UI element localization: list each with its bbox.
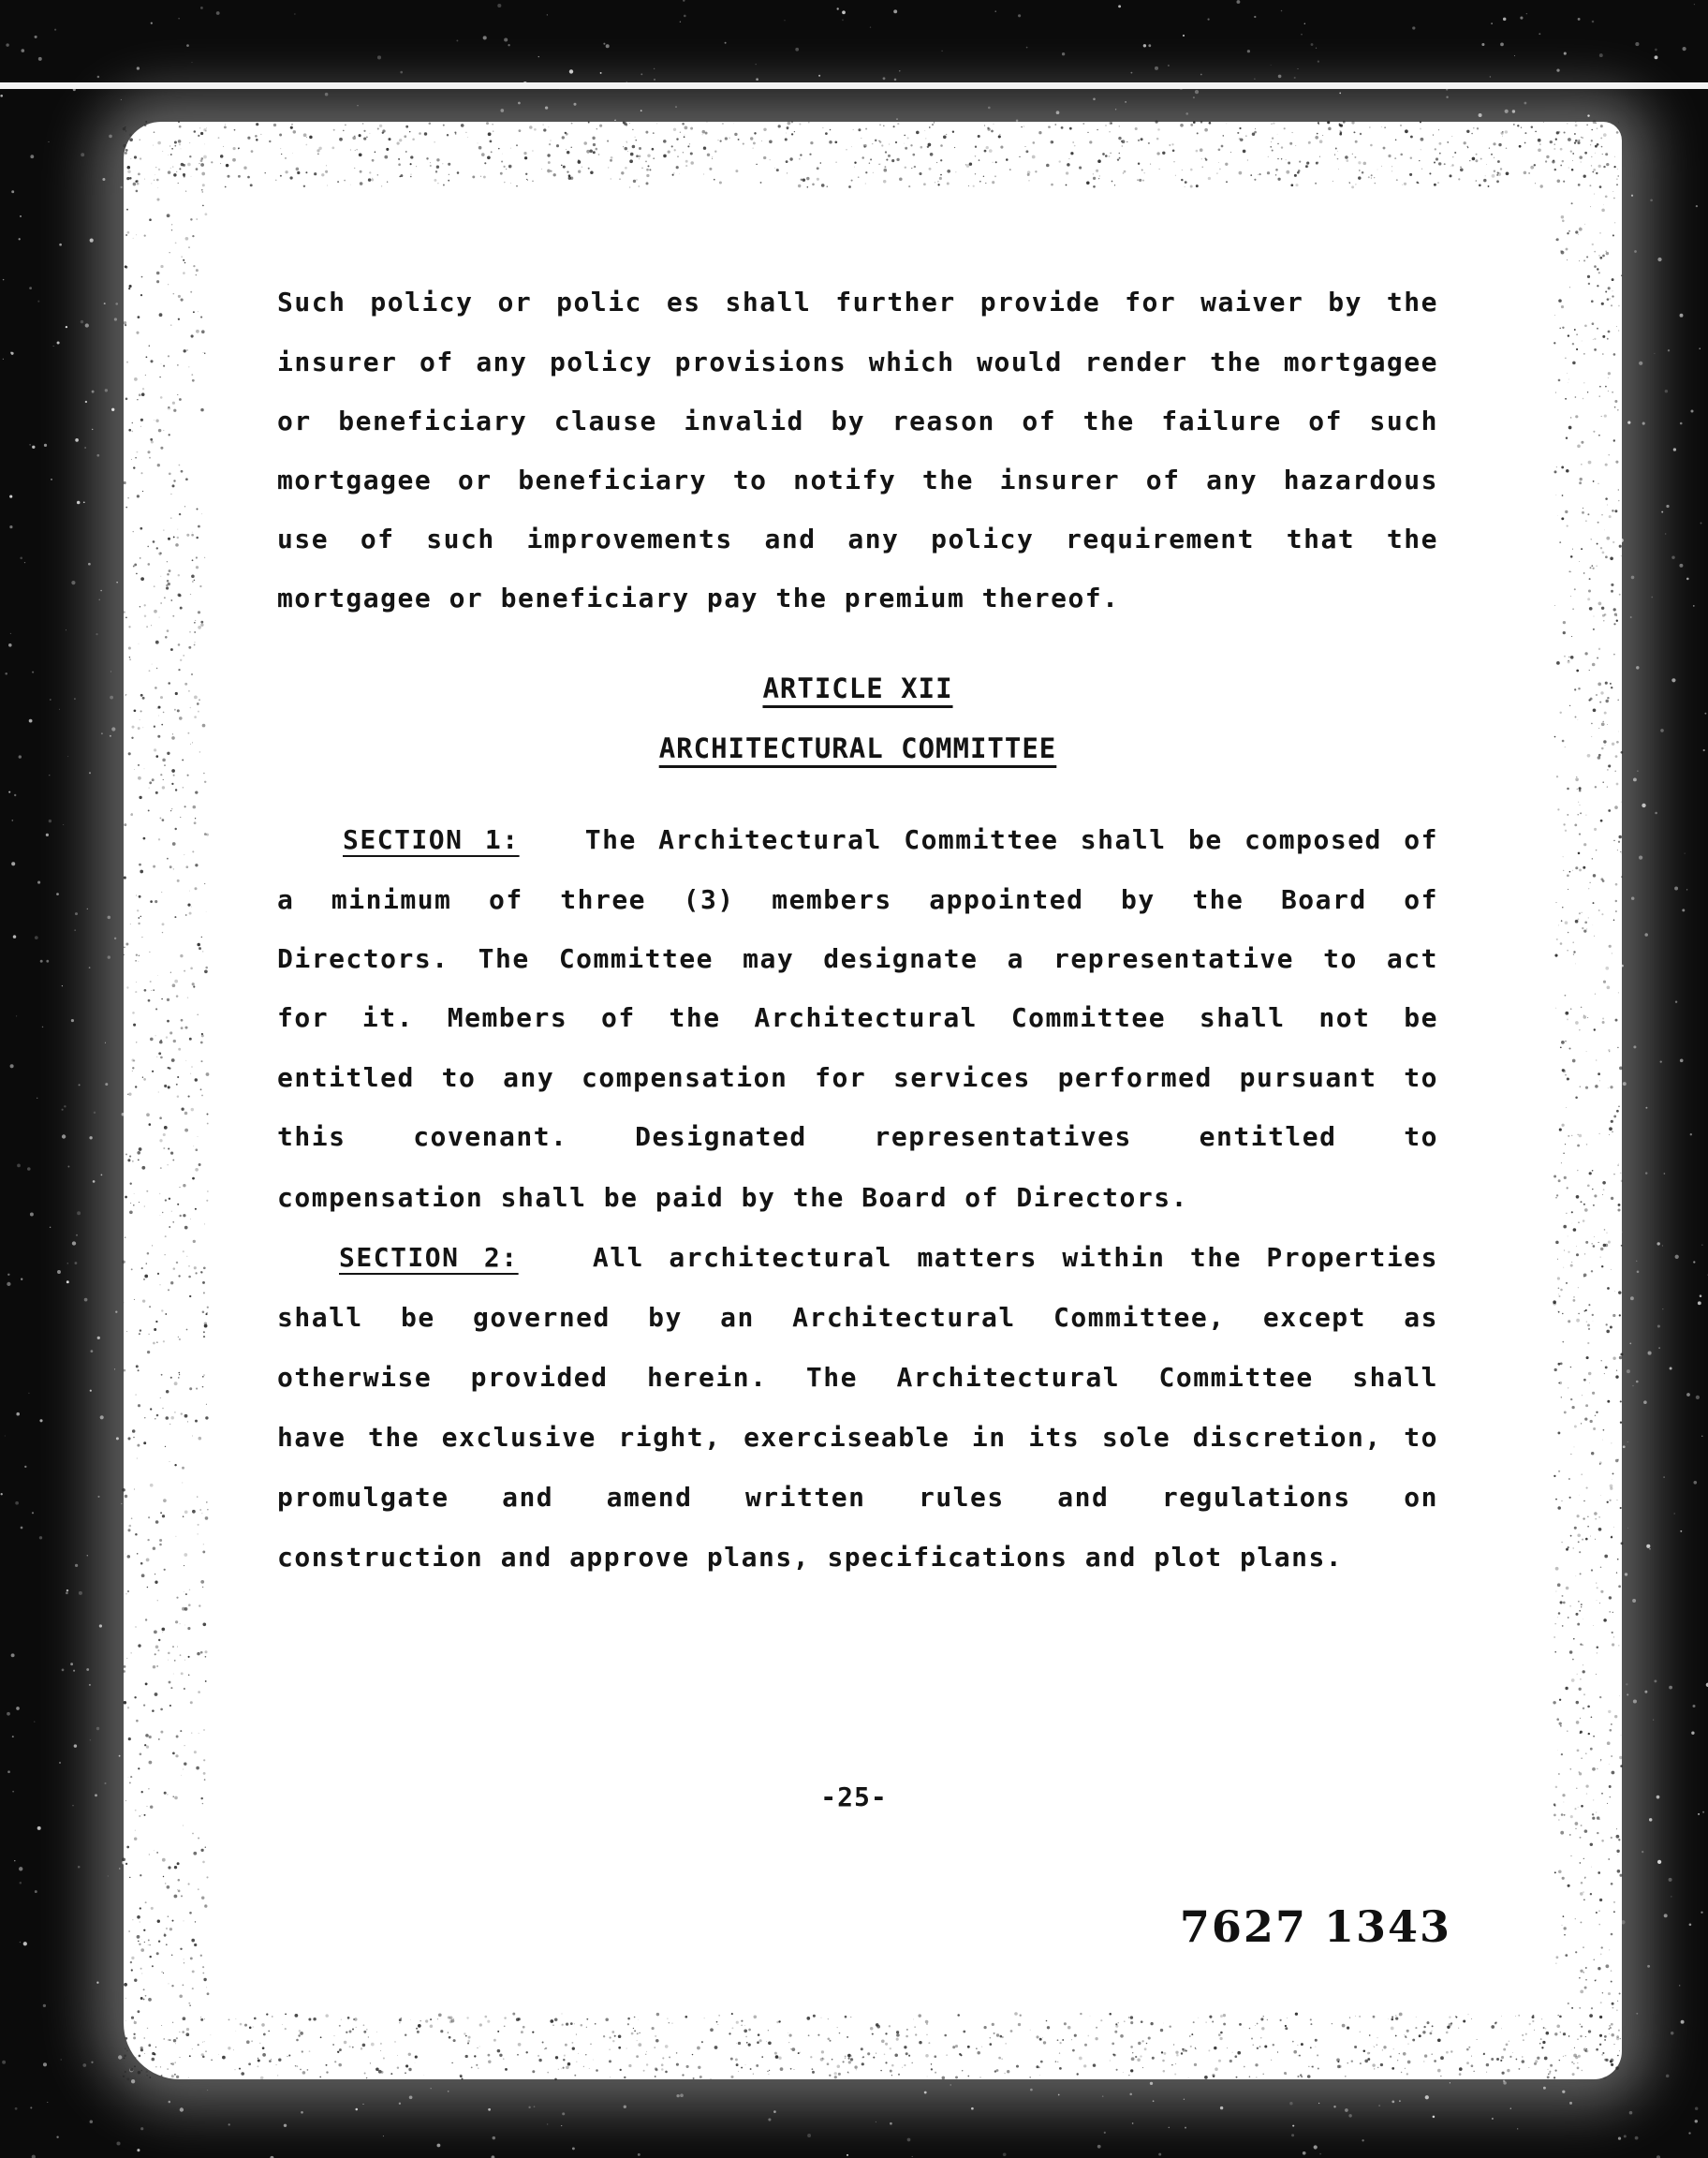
section-1-first-line (343, 824, 1438, 855)
article-number-heading (277, 673, 1438, 704)
record-stamp: 7627 1343 (1179, 1901, 1451, 1952)
section-1-line: Directors. The Committee may designate a representative to act (277, 943, 1438, 974)
paragraph-1-line: mortgagee or beneficiary to notify the insurer of any hazardous (277, 465, 1438, 495)
section-2-line: have the exclusive right, exerciseable in its sole discretion, to (277, 1422, 1438, 1453)
section-1-line: a minimum of three (3) members appointed by the Board of (277, 884, 1438, 915)
section-2-first-line-text: All architectural matters within the Properties (592, 1242, 1438, 1273)
section-2-line: construction and approve plans, specifications and plot plans. (277, 1542, 1344, 1573)
section-1-line: this covenant. Designated representatives entitled to (277, 1121, 1438, 1152)
article-title-heading (277, 732, 1438, 764)
paragraph-1-line: or beneficiary clause invalid by reason of the failure of such (277, 406, 1438, 436)
page-number: -25- (820, 1781, 888, 1812)
section-1-first-line-text: The Architectural Committee shall be composed of (584, 824, 1439, 855)
section-2-label: SECTION 2: (339, 1242, 519, 1273)
paragraph-1-line: mortgagee or beneficiary pay the premium thereof. (277, 583, 1120, 613)
section-1-line: for it. Members of the Architectural Committee shall not be (277, 1002, 1438, 1033)
section-2-line: shall be governed by an Architectural Committee, except as (277, 1302, 1438, 1333)
paragraph-1-line: Such policy or polic es shall further provide for waiver by the (277, 287, 1438, 318)
paragraph-1-line: use of such improvements and any policy requirement that the (277, 524, 1438, 554)
section-2-line: otherwise provided herein. The Architectural Committee shall (277, 1362, 1438, 1393)
article-title: ARCHITECTURAL COMMITTEE (658, 732, 1057, 764)
section-2-first-line (339, 1242, 1438, 1273)
paragraph-1-line: insurer of any policy provisions which would render the mortgagee (277, 347, 1438, 377)
section-2-line: promulgate and amend written rules and regulations on (277, 1482, 1438, 1513)
section-1-label: SECTION 1: (343, 824, 520, 855)
article-number: ARTICLE XII (762, 673, 953, 704)
section-1-line: entitled to any compensation for services performed pursuant to (277, 1062, 1438, 1093)
section-1-line: compensation shall be paid by the Board of Directors. (277, 1182, 1188, 1213)
